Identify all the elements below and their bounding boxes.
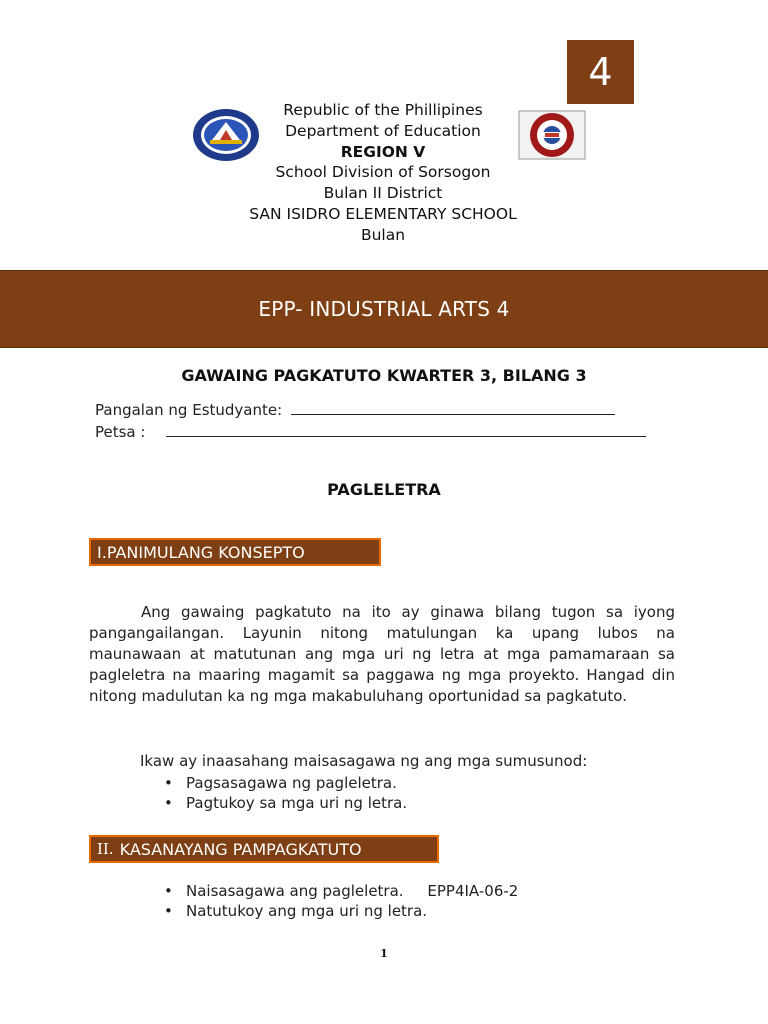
list-item: • Natutukoy ang mga uri ng letra.	[164, 902, 428, 920]
list-item: • Naisasagawa ang pagleletra. EPP4IA-06-2	[164, 882, 519, 900]
list-item: • Pagtukoy sa mga uri ng letra.	[164, 794, 408, 812]
bullet-icon: •	[164, 882, 173, 900]
student-name-blank[interactable]	[291, 400, 615, 415]
date-field[interactable]	[95, 422, 646, 441]
subject-title-band	[0, 270, 768, 348]
header-division: School Division of Sorsogon	[275, 163, 491, 182]
activity-title: GAWAING PAGKATUTO KWARTER 3, BILANG 3	[181, 366, 587, 385]
header-town: Bulan	[360, 225, 406, 244]
header-region: REGION V	[340, 142, 426, 161]
section-2-title: KASANAYANG PAMPAGKATUTO	[119, 839, 362, 859]
objectives-list	[162, 773, 407, 813]
section-1-title: PANIMULANG KONSEPTO	[106, 542, 305, 562]
date-label: Petsa :	[95, 423, 146, 441]
section-2-number: II.	[97, 840, 114, 858]
objectives-intro: Ikaw ay inaasahang maisasagawa ng ang mga sumusunod:	[140, 752, 588, 770]
grade-badge: 4	[567, 40, 634, 104]
date-blank[interactable]	[166, 422, 646, 437]
page-number: 1	[380, 947, 388, 960]
student-name-field[interactable]	[95, 400, 615, 419]
bullet-icon: •	[164, 794, 173, 812]
header-republic: Republic of the Phillipines	[283, 101, 483, 119]
topic-title: PAGLELETRA	[327, 480, 441, 499]
subject-title: EPP- INDUSTRIAL ARTS 4	[258, 297, 510, 321]
section-1-heading	[89, 538, 381, 566]
student-name-label: Pangalan ng Estudyante:	[95, 401, 283, 419]
bullet-icon: •	[164, 902, 173, 920]
section-2-heading	[89, 835, 439, 863]
header-district: Bulan II District	[323, 184, 443, 203]
competencies-list	[162, 881, 518, 921]
list-item: • Pagsasagawa ng pagleletra.	[164, 774, 397, 792]
header-department: Department of Education	[285, 121, 481, 140]
school-header	[190, 100, 576, 246]
bullet-icon: •	[164, 774, 173, 792]
section-1-number: I.	[97, 542, 107, 562]
header-school: SAN ISIDRO ELEMENTARY SCHOOL	[249, 204, 517, 223]
intro-paragraph: Ang gawaing pagkatuto na ito ay ginawa bilang tugon sa iyong pangangailangan. Layunin nitong matulungan ka upang lubos na maunawaan at matutunan ang mga uri ng letra at mga pamamaraan sa pagleletra na maaring magamit sa paggawa ng mga proyekto. Hangad din nitong madulutan ka ng mga makabuluhang oportunidad sa pagkatuto.	[89, 603, 675, 705]
